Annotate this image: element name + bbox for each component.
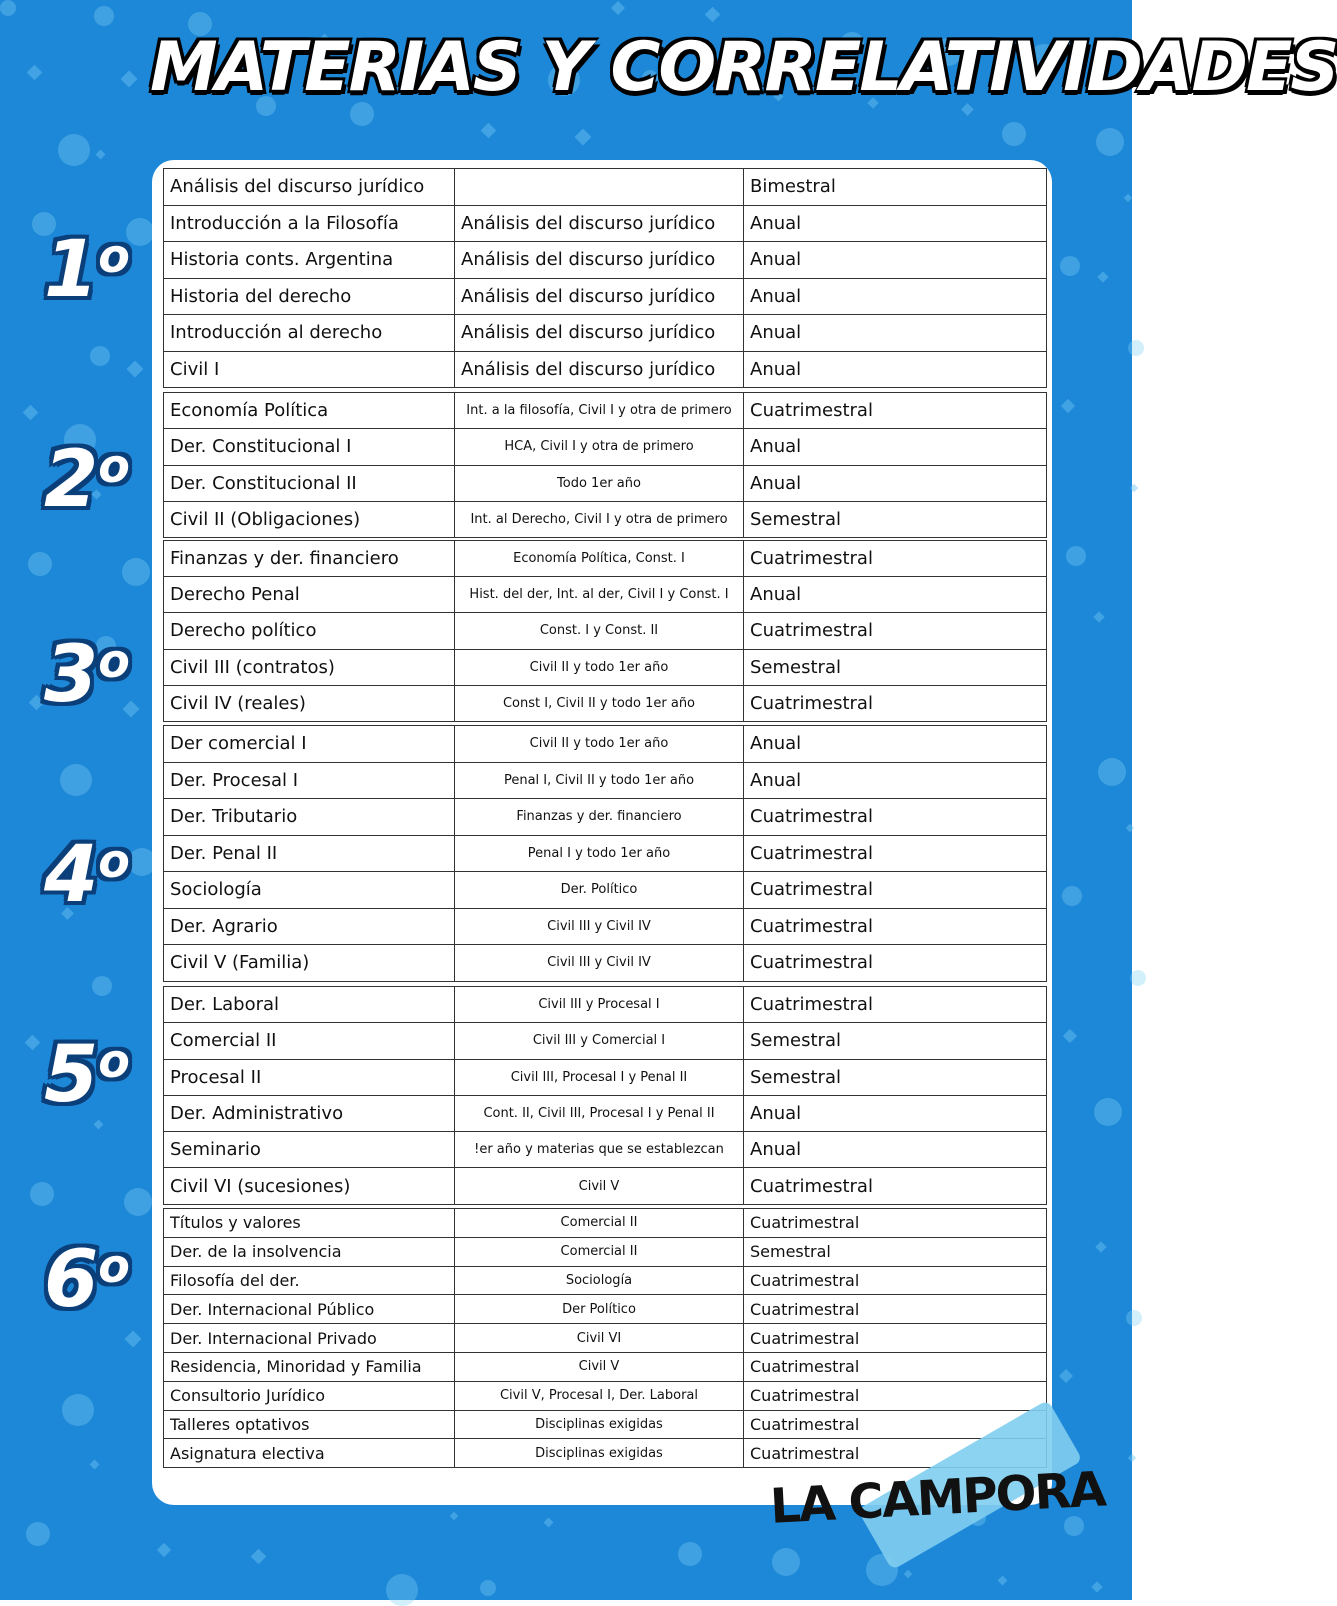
prerequisite-cell: Civil III y Procesal I xyxy=(455,987,744,1023)
duration-cell: Cuatrimestral xyxy=(744,613,1047,649)
background-pattern xyxy=(705,7,721,23)
prerequisite-cell: Int. al Derecho, Civil I y otra de primero xyxy=(455,501,744,537)
background-pattern xyxy=(1126,824,1134,832)
year-number: 4 xyxy=(44,830,99,920)
background-pattern xyxy=(23,405,39,421)
duration-cell: Anual xyxy=(744,429,1047,465)
duration-cell: Cuatrimestral xyxy=(744,1168,1047,1204)
page-title: MATERIAS Y CORRELATIVIDADES xyxy=(150,28,1337,107)
background-pattern xyxy=(386,1574,418,1606)
year-label-1 xyxy=(44,225,130,315)
table-row xyxy=(164,799,1047,836)
duration-cell: Semestral xyxy=(744,1023,1047,1059)
background-pattern xyxy=(96,150,106,160)
background-pattern xyxy=(121,71,138,88)
prerequisite-cell: Int. a la filosofía, Civil I y otra de primero xyxy=(455,393,744,429)
year-number: 6 xyxy=(44,1235,99,1325)
subject-cell: Introducción al derecho xyxy=(164,315,455,352)
duration-cell: Semestral xyxy=(744,1237,1047,1266)
subject-cell: Civil V (Familia) xyxy=(164,945,455,982)
background-pattern xyxy=(1096,128,1124,156)
prerequisite-cell: Cont. II, Civil III, Procesal I y Penal II xyxy=(455,1095,744,1131)
background-pattern xyxy=(1060,256,1080,276)
subject-cell: Análisis del discurso jurídico xyxy=(164,169,455,206)
table-row xyxy=(164,429,1047,465)
year-table-4 xyxy=(163,725,1047,982)
year-table-5 xyxy=(163,986,1047,1205)
background-pattern xyxy=(1059,1369,1073,1383)
prerequisite-cell xyxy=(455,169,744,206)
subject-cell: Civil VI (sucesiones) xyxy=(164,1168,455,1204)
background-pattern xyxy=(1095,1241,1106,1252)
background-pattern xyxy=(60,764,92,796)
table-row xyxy=(164,726,1047,763)
prerequisite-cell: Comercial II xyxy=(455,1209,744,1238)
duration-cell: Bimestral xyxy=(744,169,1047,206)
duration-cell: Anual xyxy=(744,762,1047,799)
duration-cell: Semestral xyxy=(744,649,1047,685)
background-pattern xyxy=(1061,399,1075,413)
duration-cell: Cuatrimestral xyxy=(744,393,1047,429)
year-ordinal: o xyxy=(98,634,130,688)
prerequisite-cell: Disciplinas exigidas xyxy=(455,1439,744,1468)
subject-cell: Civil III (contratos) xyxy=(164,649,455,685)
background-pattern xyxy=(90,1460,100,1470)
prerequisite-cell: Hist. del der, Int. al der, Civil I y Const. I xyxy=(455,577,744,613)
duration-cell: Anual xyxy=(744,1095,1047,1131)
year-table-2 xyxy=(163,392,1047,538)
background-pattern xyxy=(1098,758,1126,786)
table-row xyxy=(164,872,1047,909)
prerequisite-cell: Const. I y Const. II xyxy=(455,613,744,649)
background-pattern xyxy=(0,0,16,16)
background-pattern xyxy=(157,1543,171,1557)
table-row xyxy=(164,351,1047,388)
background-pattern xyxy=(1126,1310,1142,1326)
subject-cell: Der. Procesal I xyxy=(164,762,455,799)
subject-cell: Civil I xyxy=(164,351,455,388)
prerequisite-cell: Economía Política, Const. I xyxy=(455,541,744,577)
year-ordinal: o xyxy=(98,1239,130,1293)
background-pattern xyxy=(1124,194,1132,202)
duration-cell: Anual xyxy=(744,465,1047,501)
prerequisite-cell: Comercial II xyxy=(455,1237,744,1266)
duration-cell: Cuatrimestral xyxy=(744,945,1047,982)
subject-cell: Títulos y valores xyxy=(164,1209,455,1238)
subject-cell: Der. Constitucional II xyxy=(164,465,455,501)
duration-cell: Cuatrimestral xyxy=(744,1295,1047,1324)
prerequisite-cell: Civil III y Comercial I xyxy=(455,1023,744,1059)
background-pattern xyxy=(1094,1098,1122,1126)
year-label-5 xyxy=(44,1030,130,1120)
duration-cell: Cuatrimestral xyxy=(744,1352,1047,1381)
subject-cell: Sociología xyxy=(164,872,455,909)
prerequisite-cell: Análisis del discurso jurídico xyxy=(455,278,744,315)
background-pattern xyxy=(1128,1454,1136,1462)
prerequisite-cell: Análisis del discurso jurídico xyxy=(455,205,744,242)
table-row xyxy=(164,541,1047,577)
subject-cell: Der. Laboral xyxy=(164,987,455,1023)
background-pattern xyxy=(1097,271,1108,282)
background-pattern xyxy=(125,1331,142,1348)
year-ordinal: o xyxy=(98,229,130,283)
prerequisite-cell: Civil II y todo 1er año xyxy=(455,649,744,685)
prerequisite-cell: Penal I y todo 1er año xyxy=(455,835,744,872)
duration-cell: Anual xyxy=(744,242,1047,279)
year-number: 3 xyxy=(44,630,99,720)
subject-cell: Seminario xyxy=(164,1132,455,1168)
duration-cell: Cuatrimestral xyxy=(744,685,1047,721)
table-row xyxy=(164,1059,1047,1095)
duration-cell: Cuatrimestral xyxy=(744,987,1047,1023)
table-row xyxy=(164,1295,1047,1324)
background-pattern xyxy=(28,552,52,576)
subject-cell: Civil IV (reales) xyxy=(164,685,455,721)
year-ordinal: o xyxy=(98,439,130,493)
subject-cell: Derecho político xyxy=(164,613,455,649)
subject-cell: Procesal II xyxy=(164,1059,455,1095)
table-row xyxy=(164,1209,1047,1238)
background-pattern xyxy=(58,134,90,166)
prerequisite-cell: Penal I, Civil II y todo 1er año xyxy=(455,762,744,799)
duration-cell: Anual xyxy=(744,577,1047,613)
year-label-3 xyxy=(44,630,130,720)
table-row xyxy=(164,1023,1047,1059)
table-row xyxy=(164,1168,1047,1204)
subject-cell: Historia del derecho xyxy=(164,278,455,315)
table-row xyxy=(164,1095,1047,1131)
background-pattern xyxy=(25,1035,41,1051)
background-pattern xyxy=(126,218,154,246)
subject-cell: Der. Administrativo xyxy=(164,1095,455,1131)
year-table-3 xyxy=(163,540,1047,722)
background-pattern xyxy=(27,65,43,81)
table-row xyxy=(164,1132,1047,1168)
prerequisite-cell: Civil III, Procesal I y Penal II xyxy=(455,1059,744,1095)
background-pattern xyxy=(94,1120,104,1130)
la-campora-logo xyxy=(770,1420,1120,1590)
prerequisite-cell: Civil II y todo 1er año xyxy=(455,726,744,763)
prerequisite-cell: Análisis del discurso jurídico xyxy=(455,351,744,388)
prerequisite-cell: Civil III y Civil IV xyxy=(455,908,744,945)
prerequisite-cell: Todo 1er año xyxy=(455,465,744,501)
background-pattern xyxy=(1063,1029,1077,1043)
background-pattern xyxy=(30,1182,54,1206)
subject-cell: Residencia, Minoridad y Familia xyxy=(164,1352,455,1381)
table-row xyxy=(164,577,1047,613)
background-pattern xyxy=(1128,340,1144,356)
year-number: 2 xyxy=(44,435,99,525)
background-pattern xyxy=(94,6,114,26)
table-row xyxy=(164,908,1047,945)
year-label-6 xyxy=(44,1235,130,1325)
background-pattern xyxy=(678,1542,702,1566)
table-row xyxy=(164,278,1047,315)
table-row xyxy=(164,205,1047,242)
logo-text: LA CAMPORA xyxy=(768,1461,1106,1535)
subject-cell: Der comercial I xyxy=(164,726,455,763)
prerequisite-cell: HCA, Civil I y otra de primero xyxy=(455,429,744,465)
background-pattern xyxy=(29,695,45,711)
duration-cell: Cuatrimestral xyxy=(744,1324,1047,1353)
subject-cell: Talleres optativos xyxy=(164,1410,455,1439)
background-pattern xyxy=(1130,484,1138,492)
background-pattern xyxy=(92,976,112,996)
prerequisite-cell: Disciplinas exigidas xyxy=(455,1410,744,1439)
table-row xyxy=(164,945,1047,982)
prerequisite-cell: Análisis del discurso jurídico xyxy=(455,315,744,352)
prerequisite-cell: Const I, Civil II y todo 1er año xyxy=(455,685,744,721)
table-row xyxy=(164,1324,1047,1353)
duration-cell: Cuatrimestral xyxy=(744,1209,1047,1238)
subject-cell: Der. Agrario xyxy=(164,908,455,945)
table-row xyxy=(164,835,1047,872)
year-number: 5 xyxy=(44,1030,99,1120)
duration-cell: Cuatrimestral xyxy=(744,872,1047,909)
subject-cell: Der. de la insolvencia xyxy=(164,1237,455,1266)
background-pattern xyxy=(127,361,144,378)
year-label-2 xyxy=(44,435,130,525)
subject-cell: Derecho Penal xyxy=(164,577,455,613)
background-pattern xyxy=(62,1394,94,1426)
prerequisite-cell: Civil V xyxy=(455,1352,744,1381)
duration-cell: Cuatrimestral xyxy=(744,908,1047,945)
prerequisite-cell: Civil III y Civil IV xyxy=(455,945,744,982)
prerequisite-cell: !er año y materias que se establezcan xyxy=(455,1132,744,1168)
table-row xyxy=(164,1381,1047,1410)
year-label-4 xyxy=(44,830,130,920)
year-ordinal: o xyxy=(98,1034,130,1088)
background-pattern xyxy=(575,129,592,146)
background-pattern xyxy=(122,558,150,586)
table-row xyxy=(164,465,1047,501)
table-row xyxy=(164,762,1047,799)
duration-cell: Anual xyxy=(744,726,1047,763)
duration-cell: Anual xyxy=(744,205,1047,242)
table-row xyxy=(164,501,1047,537)
prerequisite-cell: Civil V xyxy=(455,1168,744,1204)
prerequisite-cell: Der Político xyxy=(455,1295,744,1324)
table-row xyxy=(164,315,1047,352)
table-row xyxy=(164,169,1047,206)
subject-cell: Consultorio Jurídico xyxy=(164,1381,455,1410)
subject-cell: Economía Política xyxy=(164,393,455,429)
year-table-1 xyxy=(163,168,1047,388)
duration-cell: Cuatrimestral xyxy=(744,1266,1047,1295)
duration-cell: Anual xyxy=(744,278,1047,315)
table-row xyxy=(164,1352,1047,1381)
subject-cell: Filosofía del der. xyxy=(164,1266,455,1295)
background-pattern xyxy=(90,346,110,366)
duration-cell: Anual xyxy=(744,315,1047,352)
duration-cell: Cuatrimestral xyxy=(744,541,1047,577)
duration-cell: Anual xyxy=(744,351,1047,388)
prerequisite-cell: Civil VI xyxy=(455,1324,744,1353)
background-pattern xyxy=(251,1549,267,1565)
background-pattern xyxy=(1130,970,1146,986)
subject-cell: Asignatura electiva xyxy=(164,1439,455,1468)
table-row xyxy=(164,1237,1047,1266)
subject-cell: Der. Constitucional I xyxy=(164,429,455,465)
background-pattern xyxy=(124,1188,152,1216)
background-pattern xyxy=(611,1,625,15)
table-row xyxy=(164,1266,1047,1295)
year-ordinal: o xyxy=(98,834,130,888)
subject-cell: Der. Tributario xyxy=(164,799,455,836)
duration-cell: Cuatrimestral xyxy=(744,1381,1047,1410)
duration-cell: Cuatrimestral xyxy=(744,1410,1047,1439)
subject-cell: Historia conts. Argentina xyxy=(164,242,455,279)
duration-cell: Semestral xyxy=(744,501,1047,537)
background-pattern xyxy=(1062,886,1082,906)
prerequisite-cell: Sociología xyxy=(455,1266,744,1295)
duration-cell: Cuatrimestral xyxy=(744,799,1047,836)
background-pattern xyxy=(1093,611,1104,622)
background-pattern xyxy=(544,1518,554,1528)
table-row xyxy=(164,987,1047,1023)
table-row xyxy=(164,613,1047,649)
subject-cell: Finanzas y der. financiero xyxy=(164,541,455,577)
prerequisite-cell: Análisis del discurso jurídico xyxy=(455,242,744,279)
table-row xyxy=(164,649,1047,685)
prerequisite-cell: Civil V, Procesal I, Der. Laboral xyxy=(455,1381,744,1410)
subject-cell: Der. Internacional Público xyxy=(164,1295,455,1324)
background-pattern xyxy=(1066,546,1086,566)
duration-cell: Anual xyxy=(744,1132,1047,1168)
subject-cell: Der. Internacional Privado xyxy=(164,1324,455,1353)
table-row xyxy=(164,685,1047,721)
background-pattern xyxy=(26,1522,50,1546)
duration-cell: Semestral xyxy=(744,1059,1047,1095)
duration-cell: Cuatrimestral xyxy=(744,1439,1047,1468)
background-pattern xyxy=(480,1580,496,1596)
duration-cell: Cuatrimestral xyxy=(744,835,1047,872)
subject-cell: Civil II (Obligaciones) xyxy=(164,501,455,537)
subject-cell: Comercial II xyxy=(164,1023,455,1059)
year-number: 1 xyxy=(44,225,99,315)
table-row xyxy=(164,242,1047,279)
prerequisite-cell: Finanzas y der. financiero xyxy=(455,799,744,836)
subject-cell: Der. Penal II xyxy=(164,835,455,872)
table-row xyxy=(164,393,1047,429)
background-pattern xyxy=(450,1512,458,1520)
prerequisite-cell: Der. Político xyxy=(455,872,744,909)
subject-cell: Introducción a la Filosofía xyxy=(164,205,455,242)
